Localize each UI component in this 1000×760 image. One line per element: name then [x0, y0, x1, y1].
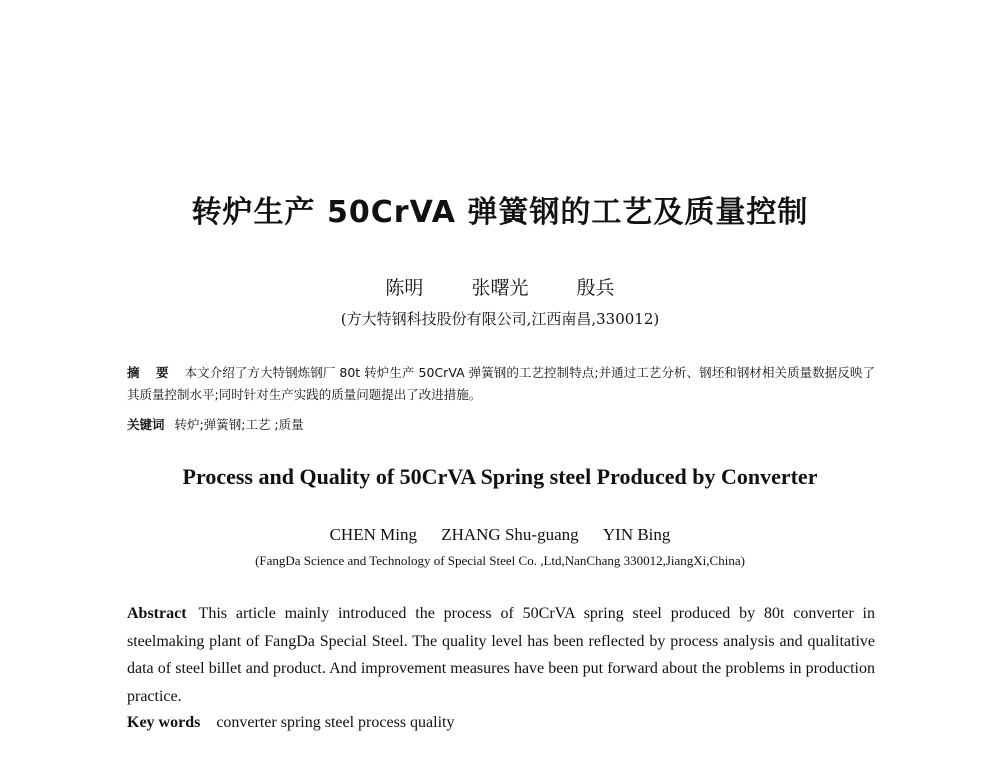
- english-author-3: YIN Bing: [602, 525, 671, 544]
- chinese-abstract: [127, 362, 875, 406]
- english-authors: [0, 524, 1000, 546]
- chinese-keywords: [127, 414, 875, 436]
- english-keywords-text: converter spring steel process quality: [216, 714, 455, 731]
- english-author-1: CHEN Ming: [329, 525, 417, 544]
- english-keywords-label: Key words: [127, 714, 201, 731]
- chinese-abstract-label: 摘 要: [127, 365, 175, 380]
- chinese-author-1: 陈明: [385, 277, 424, 299]
- english-abstract: [127, 600, 875, 710]
- chinese-author-3: 殷兵: [576, 277, 615, 299]
- english-author-2: ZHANG Shu-guang: [441, 525, 579, 544]
- english-keywords: [127, 710, 875, 736]
- chinese-keywords-label: 关键词: [127, 417, 165, 432]
- english-abstract-text: This article mainly introduced the process of 50CrVA spring steel produced by 80t converter in steelmaking plant of FangDa Special Steel. The quality level has been reflected by process analysis and qualitative data of steel billet and product. And improvement measures have been put forward about the problems in production practice.: [127, 605, 875, 705]
- chinese-abstract-text: 本文介绍了方大特钢炼钢厂 80t 转炉生产 50CrVA 弹簧钢的工艺控制特点;并通过工艺分析、钢坯和钢材相关质量数据反映了其质量控制水平;同时针对生产实践的质量问题提出了改进措施。: [127, 365, 875, 402]
- chinese-keywords-text: 转炉;弹簧钢;工艺 ;质量: [174, 417, 304, 432]
- english-affiliation: (FangDa Science and Technology of Special Steel Co. ,Ltd,NanChang 330012,JiangXi,China): [255, 553, 745, 568]
- chinese-author-2: 张曙光: [471, 277, 529, 299]
- chinese-authors: [0, 275, 1000, 301]
- chinese-affiliation: (方大特钢科技股份有限公司,江西南昌,330012): [340, 310, 660, 328]
- english-abstract-label: Abstract: [127, 605, 187, 622]
- english-title: Process and Quality of 50CrVA Spring steel Produced by Converter: [182, 464, 818, 489]
- chinese-title: 转炉生产 50CrVA 弹簧钢的工艺及质量控制: [191, 195, 809, 230]
